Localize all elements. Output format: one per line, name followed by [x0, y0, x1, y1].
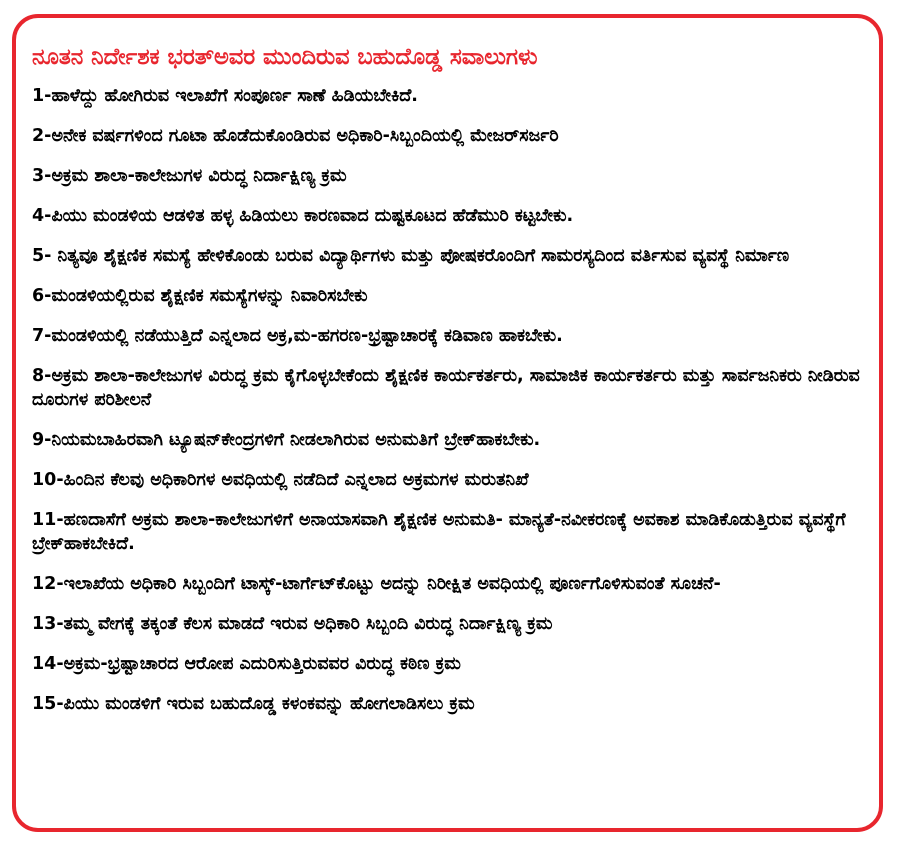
- list-item: 3-ಅಕ್ರಮ ಶಾಲಾ-ಕಾಲೇಜುಗಳ ವಿರುದ್ಧ ನಿರ್ದಾಕ್ಷಿಣ್ಯ ಕ್ರಮ: [32, 166, 347, 186]
- list-item: 6-ಮಂಡಳಿಯಲ್ಲಿರುವ ಶೈಕ್ಷಣಿಕ ಸಮಸ್ಯೆಗಳನ್ನು ನಿವಾರಿಸಬೇಕು: [32, 286, 368, 306]
- list-item: 9-ನಿಯಮಬಾಹಿರವಾಗಿ ಟ್ಯೂಷನ್‌ಕೇಂದ್ರಗಳಿಗೆ ನೀಡಲಾಗಿರುವ ಅನುಮತಿಗೆ ಬ್ರೇಕ್‌ಹಾಕಬೇಕು.: [32, 430, 541, 450]
- list-item: 2-ಅನೇಕ ವರ್ಷಗಳಿಂದ ಗೂಟಾ ಹೊಡೆದುಕೊಂಡಿರುವ ಅಧಿಕಾರಿ-ಸಿಬ್ಬಂದಿಯಲ್ಲಿ ಮೇಜರ್‌ಸರ್ಜರಿ: [32, 126, 559, 146]
- challenges-list: [32, 84, 874, 732]
- list-item: 7-ಮಂಡಳಿಯಲ್ಲಿ ನಡೆಯುತ್ತಿದೆ ಎನ್ನಲಾದ ಅಕ್ರ,ಮ-ಹಗರಣ-ಭ್ರಷ್ಟಾಚಾರಕ್ಕೆ ಕಡಿವಾಣ ಹಾಕಬೇಕು.: [32, 326, 563, 346]
- list-item: 11-ಹಣದಾಸೆಗೆ ಅಕ್ರಮ ಶಾಲಾ-ಕಾಲೇಜುಗಳಿಗೆ ಅನಾಯಾಸವಾಗಿ ಶೈಕ್ಷಣಿಕ ಅನುಮತಿ- ಮಾನ್ಯತೆ-ನವೀಕರಣಕ್ಕೆ ಅವಕಾಶ ಮಾಡಿಕೊಡುತ್ತಿರುವ ವ್ಯವಸ್ಥೆಗೆ ಬ್ರೇಕ್‌ಹಾಕಬೇಕಿದೆ.: [32, 510, 846, 554]
- list-item: 10-ಹಿಂದಿನ ಕೆಲವು ಅಧಿಕಾರಿಗಳ ಅವಧಿಯಲ್ಲಿ ನಡೆದಿದೆ ಎನ್ನಲಾದ ಅಕ್ರಮಗಳ ಮರುತನಿಖೆ: [32, 470, 529, 490]
- list-item: 15-ಪಿಯು ಮಂಡಳಿಗೆ ಇರುವ ಬಹುದೊಡ್ಡ ಕಳಂಕವನ್ನು ಹೋಗಲಾಡಿಸಲು ಕ್ರಮ: [32, 694, 475, 714]
- content-frame: [12, 14, 883, 832]
- list-item: 8-ಅಕ್ರಮ ಶಾಲಾ-ಕಾಲೇಜುಗಳ ವಿರುದ್ಧ ಕ್ರಮ ಕೈಗೊಳ್ಳಬೇಕೆಂದು ಶೈಕ್ಷಣಿಕ ಕಾರ್ಯಕರ್ತರು, ಸಾಮಾಜಿಕ ಕಾರ್ಯಕರ್ತರು ಮತ್ತು ಸಾರ್ವಜನಿಕರು ನೀಡಿರುವ ದೂರುಗಳ ಪರಿಶೀಲನೆ: [32, 366, 860, 410]
- document-title: ನೂತನ ನಿರ್ದೇಶಕ ಭರತ್‌ಅವರ ಮುಂದಿರುವ ಬಹುದೊಡ್ಡ ಸವಾಲುಗಳು: [32, 44, 538, 70]
- list-item: 14-ಅಕ್ರಮ-ಭ್ರಷ್ಟಾಚಾರದ ಆರೋಪ ಎದುರಿಸುತ್ತಿರುವವರ ವಿರುದ್ಧ ಕಠಿಣ ಕ್ರಮ: [32, 654, 461, 674]
- list-item: 12-ಇಲಾಖೆಯ ಅಧಿಕಾರಿ ಸಿಬ್ಬಂದಿಗೆ ಟಾಸ್ಕ್-ಟಾರ್ಗೆಟ್‌ಕೊಟ್ಟು ಅದನ್ನು ನಿರೀಕ್ಷಿತ ಅವಧಿಯಲ್ಲಿ ಪೂರ್ಣಗೊಳಿಸುವಂತೆ ಸೂಚನೆ-: [32, 574, 721, 594]
- list-item: 1-ಹಾಳೆದ್ದು ಹೋಗಿರುವ ಇಲಾಖೆಗೆ ಸಂಪೂರ್ಣ ಸಾಣೆ ಹಿಡಿಯಬೇಕಿದೆ.: [32, 86, 418, 106]
- list-item: 4-ಪಿಯು ಮಂಡಳಿಯ ಆಡಳಿತ ಹಳ್ಳ ಹಿಡಿಯಲು ಕಾರಣವಾದ ದುಷ್ಟಕೂಟದ ಹೆಡೆಮುರಿ ಕಟ್ಟಬೇಕು.: [32, 206, 574, 226]
- list-item: 13-ತಮ್ಮ ವೇಗಕ್ಕೆ ತಕ್ಕಂತೆ ಕೆಲಸ ಮಾಡದೆ ಇರುವ ಅಧಿಕಾರಿ ಸಿಬ್ಬಂದಿ ವಿರುದ್ಧ ನಿರ್ದಾಕ್ಷಿಣ್ಯ ಕ್ರಮ: [32, 614, 553, 634]
- list-item: 5- ನಿತ್ಯವೂ ಶೈಕ್ಷಣಿಕ ಸಮಸ್ಯೆ ಹೇಳಿಕೊಂಡು ಬರುವ ವಿದ್ಯಾರ್ಥಿಗಳು ಮತ್ತು ಪೋಷಕರೊಂದಿಗೆ ಸಾಮರಸ್ಯದಿಂದ ವರ್ತಿಸುವ ವ್ಯವಸ್ಥೆ ನಿರ್ಮಾಣ: [32, 246, 790, 266]
